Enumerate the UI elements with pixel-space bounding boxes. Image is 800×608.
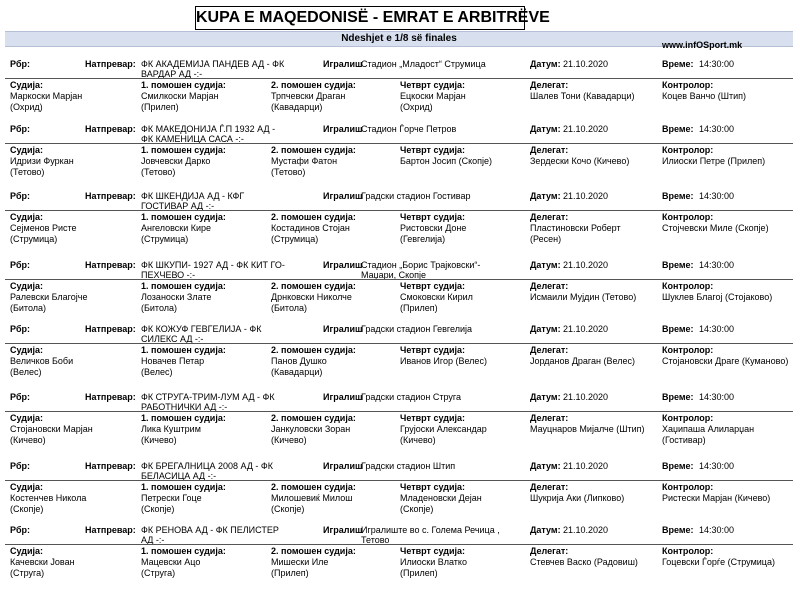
fourth-city: (Кичево) <box>400 435 436 445</box>
date-value: 21.10.2020 <box>563 392 609 402</box>
assistant1-name: Смилкоски Марјан <box>141 91 219 101</box>
assistant2-name: Костадинов Стојан <box>271 223 350 233</box>
rbr-label: Рбр: <box>10 260 31 270</box>
match-block <box>0 189 800 259</box>
round-title: Ndeshjet e 1/8 së finales <box>341 33 457 44</box>
assistant2-city: (Кичево) <box>271 435 307 445</box>
time-label: Време: <box>662 124 694 134</box>
match-teams-line1: ФК РЕНОВА АД - ФК ПЕЛИСТЕР <box>141 525 279 535</box>
match-label: Натпревар: <box>85 461 136 471</box>
controller-label: Контролор: <box>662 546 714 556</box>
venue-line2: Тетово <box>361 535 390 545</box>
venue-label: Игралиш <box>323 461 363 471</box>
referee-city: (Битола) <box>10 303 47 313</box>
delegate-city: (Ресен) <box>530 234 562 244</box>
fourth-label: Четврт судија: <box>400 482 465 492</box>
assistant2-city: (Тетово) <box>271 167 306 177</box>
time-value: 14:30:00 <box>699 59 735 69</box>
match-label: Натпревар: <box>85 124 136 134</box>
assistant2-name: Мустафи Фатон <box>271 156 338 166</box>
controller-name: Стојчевски Миле (Скопје) <box>662 223 769 233</box>
fourth-label: Четврт судија: <box>400 145 465 155</box>
controller-label: Контролор: <box>662 413 714 423</box>
assistant1-city: (Тетово) <box>141 167 176 177</box>
delegate-label: Делегат: <box>530 212 569 222</box>
venue-label: Игралиш <box>323 324 363 334</box>
fourth-label: Четврт судија: <box>400 212 465 222</box>
fourth-name: Иванов Игор (Велес) <box>400 356 487 366</box>
controller-name: Гоцевски Ѓорѓе (Струмица) <box>662 557 775 567</box>
venue-label: Игралиш <box>323 59 363 69</box>
date-label: Датум: <box>530 59 561 69</box>
time-value: 14:30:00 <box>699 525 735 535</box>
assistant1-city: (Битола) <box>141 303 178 313</box>
controller-city: (Гостивар) <box>662 435 706 445</box>
date-label: Датум: <box>530 191 561 201</box>
row-divider <box>5 480 793 481</box>
assistant2-label: 2. помошен судија: <box>271 145 356 155</box>
referee-label: Судија: <box>10 281 44 291</box>
delegate-label: Делегат: <box>530 281 569 291</box>
delegate-name: Стевчев Васко (Радовиш) <box>530 557 638 567</box>
assistant1-name: Ангеловски Кире <box>141 223 212 233</box>
assistant2-city: (Скопје) <box>271 504 305 514</box>
match-teams-line2: АД -:- <box>141 535 165 545</box>
row-divider <box>5 411 793 412</box>
venue-line1: Градски стадион Струга <box>361 392 461 402</box>
venue-line1: Градски стадион Гостивар <box>361 191 471 201</box>
referee-label: Судија: <box>10 413 44 423</box>
match-label: Натпревар: <box>85 59 136 69</box>
assistant2-label: 2. помошен судија: <box>271 482 356 492</box>
fourth-name: Смоковски Кирил <box>400 292 473 302</box>
venue-line2: Маџари, Скопје <box>361 270 427 280</box>
delegate-name: Зердески Кочо (Кичево) <box>530 156 630 166</box>
referee-city: (Струмица) <box>10 234 58 244</box>
referee-city: (Охрид) <box>10 102 43 112</box>
referee-label: Судија: <box>10 212 44 222</box>
match-block <box>0 523 800 593</box>
time-value: 14:30:00 <box>699 461 735 471</box>
venue-line1: Стадион „Борис Трајковски“- <box>361 260 481 270</box>
date-value: 21.10.2020 <box>563 191 609 201</box>
controller-label: Контролор: <box>662 345 714 355</box>
controller-name: Стојановски Драге (Куманово) <box>662 356 789 366</box>
fourth-city: (Гевгелија) <box>400 234 446 244</box>
controller-name: Хаџипаша Алиларџан <box>662 424 755 434</box>
venue-label: Игралиш <box>323 260 363 270</box>
row-divider <box>5 210 793 211</box>
delegate-name: Мауцнаров Мијалче (Штип) <box>530 424 645 434</box>
document-title: KUPA E MAQEDONISË - EMRAT E ARBITRËVE <box>195 6 525 30</box>
match-teams-line1: ФК КОЖУФ ГЕВГЕЛИЈА - ФК <box>141 324 262 334</box>
time-label: Време: <box>662 461 694 471</box>
match-teams-line2: ГОСТИВАР АД -:- <box>141 201 215 211</box>
controller-label: Контролор: <box>662 80 714 90</box>
venue-label: Игралиш <box>323 392 363 402</box>
assistant1-city: (Кичево) <box>141 435 177 445</box>
match-teams-line1: ФК АКАДЕМИЈА ПАНДЕВ АД - ФК <box>141 59 285 69</box>
date-value: 21.10.2020 <box>563 324 609 334</box>
assistant1-label: 1. помошен судија: <box>141 145 226 155</box>
rbr-label: Рбр: <box>10 191 31 201</box>
match-label: Натпревар: <box>85 191 136 201</box>
time-value: 14:30:00 <box>699 324 735 334</box>
time-label: Време: <box>662 59 694 69</box>
rbr-label: Рбр: <box>10 461 31 471</box>
match-teams-line1: ФК ШКУПИ- 1927 АД - ФК КИТ ГО- <box>141 260 285 270</box>
venue-label: Игралиш <box>323 191 363 201</box>
assistant1-name: Јовчевски Дарко <box>141 156 211 166</box>
referee-city: (Кичево) <box>10 435 46 445</box>
assistant1-city: (Прилеп) <box>141 102 179 112</box>
assistant2-name: Трпчевски Драган <box>271 91 346 101</box>
row-divider <box>5 343 793 344</box>
match-label: Натпревар: <box>85 324 136 334</box>
match-block <box>0 122 800 192</box>
time-label: Време: <box>662 191 694 201</box>
delegate-label: Делегат: <box>530 345 569 355</box>
match-block <box>0 258 800 328</box>
assistant2-city: (Прилеп) <box>271 568 309 578</box>
match-teams-line2: РАБОТНИЧКИ АД -:- <box>141 402 228 412</box>
delegate-name: Шукрија Аки (Липково) <box>530 493 625 503</box>
assistant2-city: (Кавадарци) <box>271 367 323 377</box>
date-value: 21.10.2020 <box>563 525 609 535</box>
referee-name: Маркоски Марјан <box>10 91 83 101</box>
match-teams-line2: ФК КАМЕНИЦА САСА -:- <box>141 134 244 144</box>
referee-city: (Скопје) <box>10 504 44 514</box>
match-teams-line1: ФК БРЕГАЛНИЦА 2008 АД - ФК <box>141 461 274 471</box>
assistant1-label: 1. помошен судија: <box>141 413 226 423</box>
delegate-label: Делегат: <box>530 546 569 556</box>
match-teams-line2: ВАРДАР АД -:- <box>141 69 203 79</box>
assistant1-label: 1. помошен судија: <box>141 281 226 291</box>
fourth-name: Ецкоски Марјан <box>400 91 466 101</box>
date-label: Датум: <box>530 392 561 402</box>
date-label: Датум: <box>530 461 561 471</box>
referee-name: Стојановски Марјан <box>10 424 93 434</box>
fourth-city: (Прилеп) <box>400 303 438 313</box>
referee-label: Судија: <box>10 482 44 492</box>
assistant2-label: 2. помошен судија: <box>271 413 356 423</box>
rbr-label: Рбр: <box>10 392 31 402</box>
assistant2-label: 2. помошен судија: <box>271 281 356 291</box>
match-teams-line1: ФК ШКЕНДИЈА АД - КФГ <box>141 191 245 201</box>
assistant2-name: Панов Душко <box>271 356 327 366</box>
controller-label: Контролор: <box>662 212 714 222</box>
assistant2-name: Дрнковски Николче <box>271 292 352 302</box>
time-label: Време: <box>662 392 694 402</box>
match-block <box>0 57 800 127</box>
fourth-city: (Прилеп) <box>400 568 438 578</box>
delegate-label: Делегат: <box>530 80 569 90</box>
time-value: 14:30:00 <box>699 392 735 402</box>
fourth-city: (Скопје) <box>400 504 434 514</box>
delegate-label: Делегат: <box>530 145 569 155</box>
assistant1-label: 1. помошен судија: <box>141 546 226 556</box>
rbr-label: Рбр: <box>10 324 31 334</box>
delegate-label: Делегат: <box>530 413 569 423</box>
assistant2-label: 2. помошен судија: <box>271 80 356 90</box>
assistant2-label: 2. помошен судија: <box>271 345 356 355</box>
assistant1-city: (Велес) <box>141 367 173 377</box>
assistant2-name: Милошевиќ Милош <box>271 493 353 503</box>
assistant1-name: Мацевски Ацо <box>141 557 201 567</box>
time-value: 14:30:00 <box>699 124 735 134</box>
date-label: Датум: <box>530 525 561 535</box>
referee-name: Качевски Јован <box>10 557 75 567</box>
time-value: 14:30:00 <box>699 260 735 270</box>
controller-label: Контролор: <box>662 145 714 155</box>
date-label: Датум: <box>530 324 561 334</box>
controller-name: Илиоски Петре (Прилеп) <box>662 156 766 166</box>
match-label: Натпревар: <box>85 392 136 402</box>
date-value: 21.10.2020 <box>563 461 609 471</box>
assistant1-label: 1. помошен судија: <box>141 80 226 90</box>
referee-city: (Велес) <box>10 367 42 377</box>
delegate-name: Пластиновски Роберт <box>530 223 621 233</box>
assistant1-name: Лозаноски Злате <box>141 292 212 302</box>
venue-label: Игралиш <box>323 124 363 134</box>
row-divider <box>5 544 793 545</box>
fourth-label: Четврт судија: <box>400 345 465 355</box>
fourth-name: Илиоски Влатко <box>400 557 467 567</box>
rbr-label: Рбр: <box>10 124 31 134</box>
website-label: www.infOSport.mk <box>662 40 743 50</box>
time-label: Време: <box>662 260 694 270</box>
fourth-city: (Охрид) <box>400 102 433 112</box>
controller-name: Шуклев Благој (Стојаково) <box>662 292 773 302</box>
controller-name: Коцев Ванчо (Штип) <box>662 91 747 101</box>
delegate-label: Делегат: <box>530 482 569 492</box>
match-teams-line1: ФК СТРУГА-ТРИМ-ЛУМ АД - ФК <box>141 392 275 402</box>
assistant1-city: (Струга) <box>141 568 176 578</box>
assistant1-city: (Скопје) <box>141 504 175 514</box>
referee-city: (Тетово) <box>10 167 45 177</box>
assistant2-city: (Струмица) <box>271 234 319 244</box>
time-label: Време: <box>662 324 694 334</box>
assistant1-label: 1. помошен судија: <box>141 482 226 492</box>
controller-label: Контролор: <box>662 281 714 291</box>
referee-city: (Струга) <box>10 568 45 578</box>
row-divider <box>5 78 793 79</box>
venue-line1: Стадион „Младост“ Струмица <box>361 59 486 69</box>
date-label: Датум: <box>530 260 561 270</box>
rbr-label: Рбр: <box>10 525 31 535</box>
time-value: 14:30:00 <box>699 191 735 201</box>
referee-name: Идризи Фуркан <box>10 156 74 166</box>
fourth-name: Младеновски Дејан <box>400 493 482 503</box>
venue-line1: Игралиште во с. Голема Речица , <box>361 525 500 535</box>
assistant1-name: Лика Куштрим <box>141 424 201 434</box>
match-label: Натпревар: <box>85 260 136 270</box>
match-teams-line2: ПЕХЧЕВО -:- <box>141 270 196 280</box>
delegate-name: Шалев Тони (Кавадарци) <box>530 91 635 101</box>
referee-name: Величков Боби <box>10 356 74 366</box>
assistant1-name: Новачев Петар <box>141 356 205 366</box>
match-block <box>0 459 800 529</box>
rbr-label: Рбр: <box>10 59 31 69</box>
row-divider <box>5 279 793 280</box>
assistant1-label: 1. помошен судија: <box>141 345 226 355</box>
venue-line1: Градски стадион Штип <box>361 461 456 471</box>
time-label: Време: <box>662 525 694 535</box>
fourth-name: Бартон Јосип (Скопје) <box>400 156 493 166</box>
venue-label: Игралиш <box>323 525 363 535</box>
row-divider <box>5 143 793 144</box>
date-label: Датум: <box>530 124 561 134</box>
assistant1-name: Петрески Гоце <box>141 493 202 503</box>
date-value: 21.10.2020 <box>563 260 609 270</box>
referee-label: Судија: <box>10 145 44 155</box>
referee-label: Судија: <box>10 80 44 90</box>
assistant1-city: (Струмица) <box>141 234 189 244</box>
fourth-label: Четврт судија: <box>400 281 465 291</box>
assistant2-name: Јанкуловски Зоран <box>271 424 351 434</box>
venue-line1: Стадион Ѓорче Петров <box>361 124 457 134</box>
date-value: 21.10.2020 <box>563 59 609 69</box>
fourth-label: Четврт судија: <box>400 546 465 556</box>
match-teams-line2: БЕЛАСИЦА АД -:- <box>141 471 217 481</box>
fourth-name: Грујоски Александар <box>400 424 487 434</box>
match-block <box>0 322 800 392</box>
match-label: Натпревар: <box>85 525 136 535</box>
assistant2-label: 2. помошен судија: <box>271 546 356 556</box>
match-teams-line1: ФК МАКЕДОНИЈА Ѓ.П 1932 АД - <box>141 124 276 134</box>
controller-name: Ристески Марјан (Кичево) <box>662 493 771 503</box>
assistant2-label: 2. помошен судија: <box>271 212 356 222</box>
fourth-label: Четврт судија: <box>400 80 465 90</box>
match-teams-line2: СИЛЕКС АД -:- <box>141 334 204 344</box>
date-value: 21.10.2020 <box>563 124 609 134</box>
assistant2-city: (Битола) <box>271 303 308 313</box>
delegate-name: Јорданов Драган (Велес) <box>530 356 635 366</box>
referee-label: Судија: <box>10 345 44 355</box>
assistant1-label: 1. помошен судија: <box>141 212 226 222</box>
venue-line1: Градски стадион Гевгелија <box>361 324 473 334</box>
fourth-label: Четврт судија: <box>400 413 465 423</box>
assistant2-city: (Кавадарци) <box>271 102 323 112</box>
match-block <box>0 390 800 460</box>
fourth-name: Ристовски Доне <box>400 223 467 233</box>
referee-name: Сејменов Ристе <box>10 223 77 233</box>
referee-name: Костенчев Никола <box>10 493 87 503</box>
assistant2-name: Мишески Иле <box>271 557 329 567</box>
referee-label: Судија: <box>10 546 44 556</box>
delegate-name: Исмаили Мујдин (Тетово) <box>530 292 637 302</box>
controller-label: Контролор: <box>662 482 714 492</box>
referee-name: Ралевски Благојче <box>10 292 88 302</box>
